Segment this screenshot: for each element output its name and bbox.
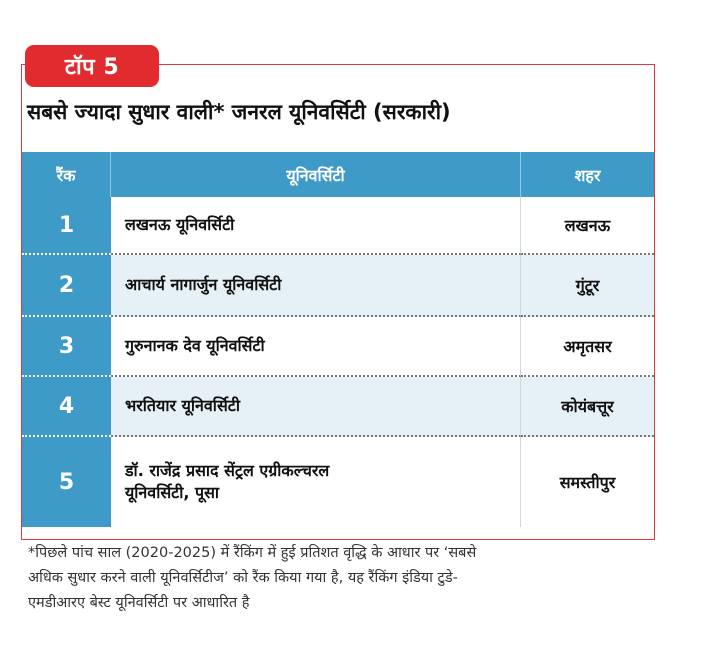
header-university: यूनिवर्सिटी [111,152,521,197]
university-cell: लखनऊ यूनिवर्सिटी [111,197,521,255]
table-row [22,317,654,377]
badge-label: टॉप 5 [64,55,120,80]
rank-cell: 4 [22,377,111,437]
university-cell: भरतियार यूनिवर्सिटी [111,377,521,437]
footnote-line: एमडीआरए बेस्ट यूनिवर्सिटी पर आधारित है [28,595,250,611]
rank-cell: 5 [22,437,111,527]
university-line: यूनिवर्सिटी, पूसा [125,483,220,502]
table-row [22,197,654,255]
university-cell: गुरुनानक देव यूनिवर्सिटी [111,317,521,377]
university-cell [111,437,521,527]
header-rank: रैंक [22,152,111,197]
footnote-line: अधिक सुधार करने वाली यूनिवर्सिटीज’ को रैंक किया गया है, यह रैंकिंग इंडिया टुडे- [28,570,458,586]
footnote [28,541,668,616]
top5-badge [25,45,159,87]
table-row [22,377,654,437]
rank-cell: 2 [22,255,111,317]
header-city: शहर [574,165,601,185]
city-cell: गुंटूर [521,255,654,317]
city-cell: अमृतसर [521,317,654,377]
table-header [22,152,654,197]
rank-cell: 3 [22,317,111,377]
city-cell: लखनऊ [521,197,654,255]
rank-cell: 1 [22,197,111,255]
ranking-table [22,152,654,527]
university-cell: आचार्य नागार्जुन यूनिवर्सिटी [111,255,521,317]
table-row [22,255,654,317]
city-cell: समस्तीपुर [559,473,616,492]
university-line: डॉ. राजेंद्र प्रसाद सेंट्रल एग्रीकल्चरल [125,461,330,480]
table-title: सबसे ज्यादा सुधार वाली* जनरल यूनिवर्सिटी (सरकारी) [27,100,451,124]
table-row [22,437,654,527]
city-cell: कोयंबत्तूर [521,377,654,437]
footnote-line: *पिछले पांच साल (2020-2025) में रैंकिंग में हुई प्रतिशत वृद्धि के आधार पर ‘सबसे [28,545,477,561]
